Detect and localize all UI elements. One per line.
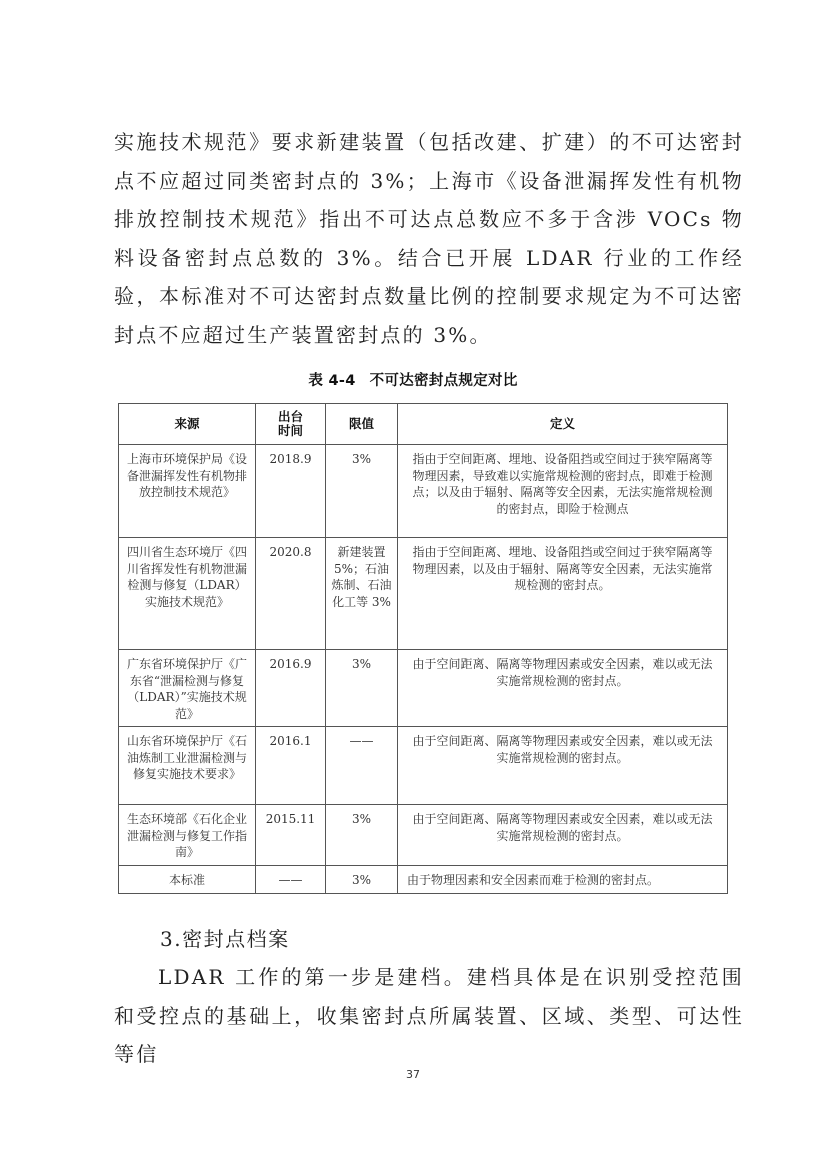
cell-time: 2016.1 (256, 727, 326, 805)
table-number: 表 4-4 (308, 373, 356, 389)
cell-source: 广东省环境保护厅《广东省“泄漏检测与修复（LDAR）”实施技术规范》 (119, 650, 256, 727)
cell-limit: 新建装置 5%；石油炼制、石油化工等 3% (326, 538, 398, 650)
body-paragraph-1 (114, 123, 744, 354)
cell-definition: 指由于空间距离、埋地、设备阻挡或空间过于狭窄隔离等物理因素，以及由于辐射、隔离等安全因素，无法实施常规检测的密封点。 (398, 538, 728, 650)
cell-definition: 由于空间距离、隔离等物理因素或安全因素，难以或无法实施常规检测的密封点。 (398, 805, 728, 866)
cell-limit: 3% (326, 650, 398, 727)
section-heading: 3.密封点档案 (160, 927, 290, 951)
header-definition: 定义 (398, 404, 728, 445)
cell-limit: 3% (326, 805, 398, 866)
cell-time: 2015.11 (256, 805, 326, 866)
comparison-table (118, 403, 728, 894)
table-row (119, 538, 728, 650)
cell-time: —— (256, 866, 326, 894)
cell-definition: 指由于空间距离、埋地、设备阻挡或空间过于狭窄隔离等物理因素，导致难以实施常规检测的密封点，即难于检测点；以及由于辐射、隔离等安全因素，无法实施常规检测的密封点，即险于检测点 (398, 445, 728, 538)
table-row (119, 445, 728, 538)
cell-time: 2020.8 (256, 538, 326, 650)
table-row (119, 805, 728, 866)
cell-definition: 由于空间距离、隔离等物理因素或安全因素，难以或无法实施常规检测的密封点。 (398, 650, 728, 727)
header-time-label: 出台时间 (277, 409, 303, 438)
cell-source: 四川省生态环境厅《四川省挥发性有机物泄漏检测与修复（LDAR）实施技术规范》 (119, 538, 256, 650)
table-header-row (119, 404, 728, 445)
cell-limit: 3% (326, 445, 398, 538)
table-row (119, 866, 728, 894)
paragraph-text: 实施技术规范》要求新建装置（包括改建、扩建）的不可达密封点不应超过同类密封点的 3%；上海市《设备泄漏挥发性有机物排放控制技术规范》指出不可达点总数应不多于含涉 VOCs 物料设备密封点总数的 3%。结合已开展 LDAR 行业的工作经验，本标准对不可达密封点数量比例的控制要求规定为不可达密封点不应超过生产装置密封点的 3%。 (114, 130, 744, 347)
cell-definition: 由于物理因素和安全因素而难于检测的密封点。 (398, 866, 728, 894)
paragraph-text: LDAR 工作的第一步是建档。建档具体是在识别受控范围和受控点的基础上，收集密封点所属装置、区域、类型、可达性等信 (114, 965, 744, 1066)
header-limit: 限值 (326, 404, 398, 445)
cell-limit: —— (326, 727, 398, 805)
header-source: 来源 (119, 404, 256, 445)
table-caption (0, 369, 826, 390)
cell-limit: 3% (326, 866, 398, 894)
cell-source: 山东省环境保护厅《石油炼制工业泄漏检测与修复实施技术要求》 (119, 727, 256, 805)
cell-time: 2018.9 (256, 445, 326, 538)
table-row (119, 650, 728, 727)
cell-definition: 由于空间距离、隔离等物理因素或安全因素，难以或无法实施常规检测的密封点。 (398, 727, 728, 805)
table-title: 不可达密封点规定对比 (369, 373, 518, 389)
cell-source: 上海市环境保护局《设备泄漏挥发性有机物排放控制技术规范》 (119, 445, 256, 538)
cell-time: 2016.9 (256, 650, 326, 727)
table-row (119, 727, 728, 805)
header-time (256, 404, 326, 445)
body-paragraph-2 (114, 958, 744, 1074)
page-number: 37 (406, 1068, 420, 1081)
cell-source: 生态环境部《石化企业泄漏检测与修复工作指南》 (119, 805, 256, 866)
cell-source: 本标准 (119, 866, 256, 894)
